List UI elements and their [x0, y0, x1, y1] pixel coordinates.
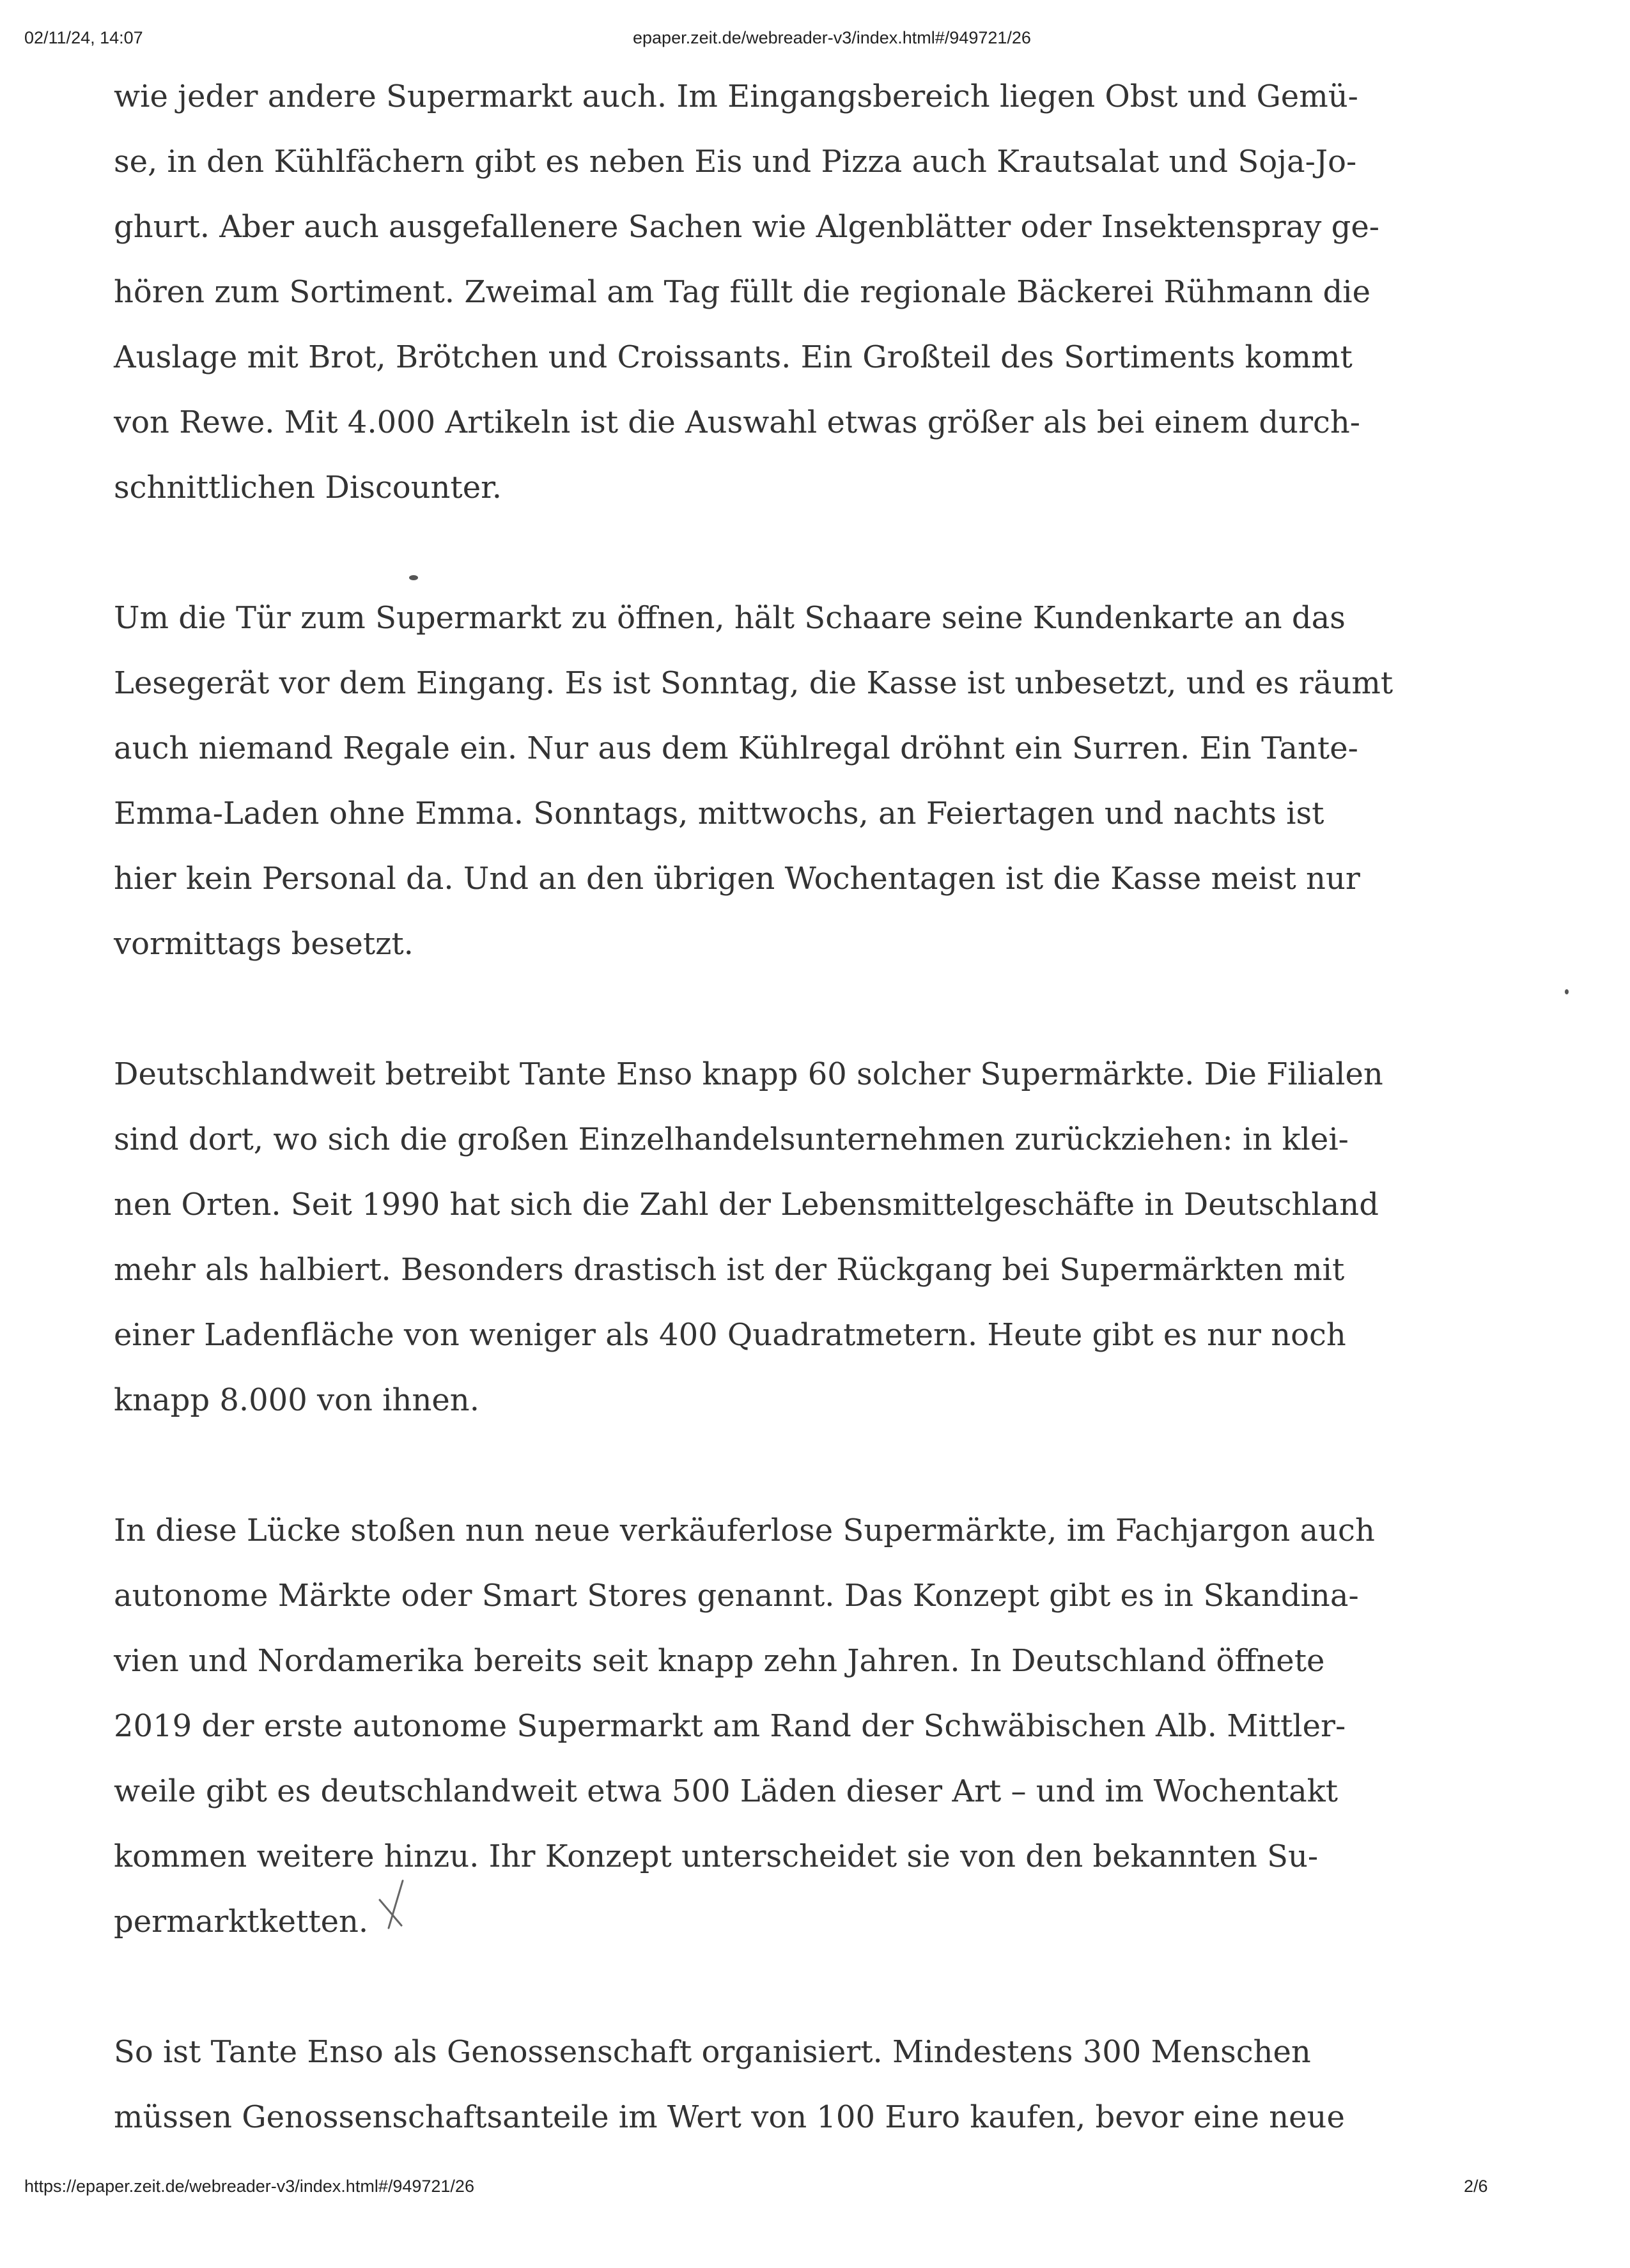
paragraph-4 [114, 1498, 1424, 1954]
text-line: autonome Märkte oder Smart Stores genannt. Das Konzept gibt es in Skandina- [114, 1578, 1359, 1614]
text-line: von Rewe. Mit 4.000 Artikeln ist die Auswahl etwas größer als bei einem durch- [114, 405, 1361, 440]
paragraph-3 [114, 1042, 1424, 1433]
text-line: permarktketten. [114, 1904, 369, 1940]
text-line: hören zum Sortiment. Zweimal am Tag füllt die regionale Bäckerei Rühmann die [114, 274, 1370, 310]
text-line: ghurt. Aber auch ausgefallenere Sachen wie Algenblätter oder Insektenspray ge- [114, 209, 1380, 245]
text-line: se, in den Kühlfächern gibt es neben Eis und Pizza auch Krautsalat und Soja-Jo- [114, 144, 1357, 180]
text-line: weile gibt es deutschlandweit etwa 500 Läden dieser Art – und im Wochentakt [114, 1773, 1339, 1809]
text-line: hier kein Personal da. Und an den übrigen Wochentagen ist die Kasse meist nur [114, 861, 1360, 897]
text-line: einer Ladenfläche von weniger als 400 Quadratmetern. Heute gibt es nur noch [114, 1317, 1346, 1353]
text-line: Lesegerät vor dem Eingang. Es ist Sonntag, die Kasse ist unbesetzt, und es räumt [114, 665, 1393, 701]
text-line: Um die Tür zum Supermarkt zu öffnen, hält Schaare seine Kundenkarte an das [114, 600, 1346, 636]
handwritten-check-mark [371, 1876, 409, 1933]
text-line: mehr als halbiert. Besonders drastisch ist der Rückgang bei Supermärkten mit [114, 1252, 1345, 1288]
print-header-url: epaper.zeit.de/webreader-v3/index.html#/949721/26 [633, 28, 1031, 47]
text-line: nen Orten. Seit 1990 hat sich die Zahl der Lebensmittelgeschäfte in Deutschland [114, 1187, 1379, 1223]
text-line: knapp 8.000 von ihnen. [114, 1382, 479, 1418]
page-number: 2/6 [1464, 2177, 1488, 2196]
text-line: müssen Genossenschaftsanteile im Wert von 100 Euro kaufen, bevor eine neue [114, 2099, 1345, 2135]
text-line: In diese Lücke stoßen nun neue verkäuferlose Supermärkte, im Fachjargon auch [114, 1513, 1375, 1548]
text-line: kommen weitere hinzu. Ihr Konzept unterscheidet sie von den bekannten Su- [114, 1839, 1319, 1874]
paragraph-2 [114, 585, 1424, 976]
scan-speck [409, 575, 418, 580]
text-line: Auslage mit Brot, Brötchen und Croissants. Ein Großteil des Sortiments kommt [114, 339, 1353, 375]
text-line: Emma-Laden ohne Emma. Sonntags, mittwochs, an Feiertagen und nachts ist [114, 796, 1324, 831]
text-line: 2019 der erste autonome Supermarkt am Rand der Schwäbischen Alb. Mittler- [114, 1708, 1346, 1744]
text-line: Deutschlandweit betreibt Tante Enso knapp 60 solcher Supermärkte. Die Filialen [114, 1056, 1383, 1092]
paragraph-1 [114, 64, 1424, 520]
text-line: schnittlichen Discounter. [114, 470, 502, 505]
text-line: auch niemand Regale ein. Nur aus dem Kühlregal dröhnt ein Surren. Ein Tante- [114, 730, 1358, 766]
text-line: wie jeder andere Supermarkt auch. Im Eingangsbereich liegen Obst und Gemü- [114, 79, 1358, 114]
article-body [114, 64, 1424, 2215]
text-line: vien und Nordamerika bereits seit knapp zehn Jahren. In Deutschland öffnete [114, 1643, 1325, 1679]
paragraph-5 [114, 2019, 1424, 2150]
print-datetime: 02/11/24, 14:07 [24, 28, 143, 47]
scan-speck [1565, 989, 1569, 994]
text-line: vormittags besetzt. [114, 926, 414, 962]
text-line: sind dort, wo sich die großen Einzelhandelsunternehmen zurückziehen: in klei- [114, 1122, 1349, 1157]
print-footer [0, 2172, 1630, 2210]
print-header [0, 19, 1630, 58]
print-footer-url: https://epaper.zeit.de/webreader-v3/index.html#/949721/26 [24, 2177, 474, 2196]
text-line: So ist Tante Enso als Genossenschaft organisiert. Mindestens 300 Menschen [114, 2034, 1311, 2070]
